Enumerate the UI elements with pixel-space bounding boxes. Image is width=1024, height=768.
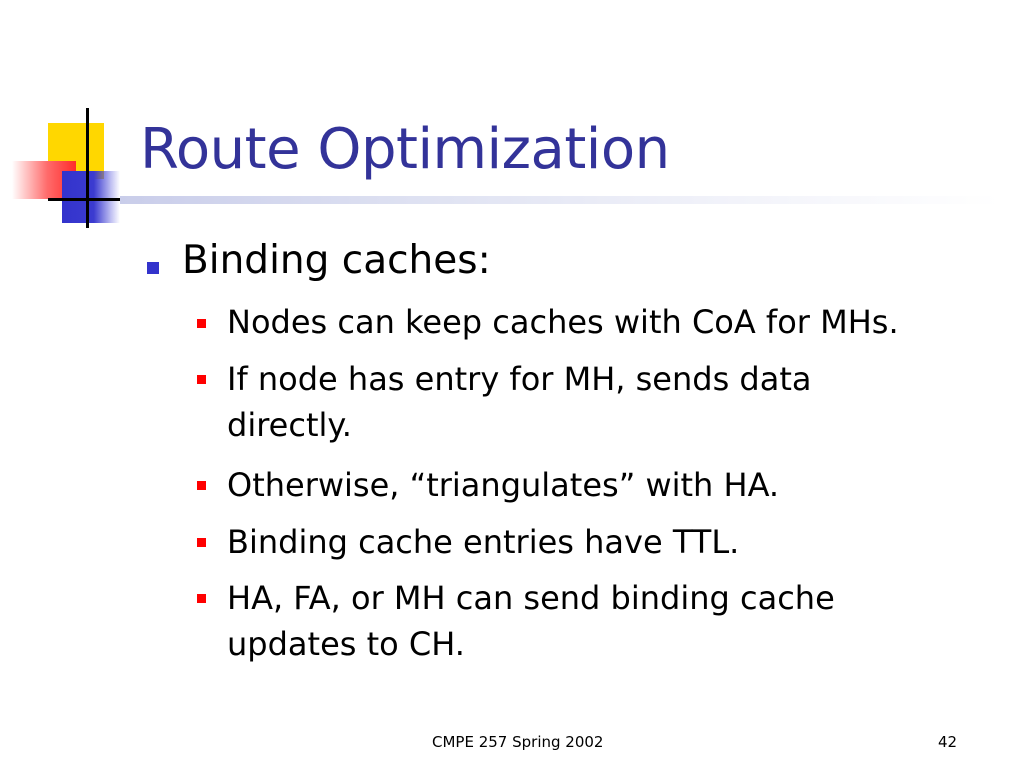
sub-bullet-send-updates bbox=[227, 575, 987, 667]
sub-bullet-line: If node has entry for MH, sends data bbox=[227, 360, 812, 398]
sub-bullet-line: HA, FA, or MH can send binding cache bbox=[227, 579, 835, 617]
level2-bullet-icon bbox=[197, 481, 206, 490]
footer-page-number: 42 bbox=[938, 733, 958, 751]
level2-bullet-icon bbox=[197, 319, 206, 328]
sub-bullet-ttl: Binding cache entries have TTL. bbox=[227, 523, 740, 561]
footer-course: CMPE 257 Spring 2002 bbox=[432, 733, 604, 751]
sub-bullet-nodes-keep-caches: Nodes can keep caches with CoA for MHs. bbox=[227, 303, 899, 341]
level2-bullet-icon bbox=[197, 538, 206, 547]
sub-bullet-otherwise-triangulates: Otherwise, “triangulates” with HA. bbox=[227, 466, 780, 504]
sub-bullet-node-has-entry bbox=[227, 356, 987, 448]
sub-bullet-line: updates to CH. bbox=[227, 625, 465, 663]
level1-bullet-icon bbox=[147, 262, 159, 274]
level2-bullet-icon bbox=[197, 375, 206, 384]
bullet-binding-caches: Binding caches: bbox=[182, 238, 491, 283]
level2-bullet-icon bbox=[197, 594, 206, 603]
slide-title: Route Optimization bbox=[140, 117, 670, 182]
sub-bullet-line: directly. bbox=[227, 406, 352, 444]
